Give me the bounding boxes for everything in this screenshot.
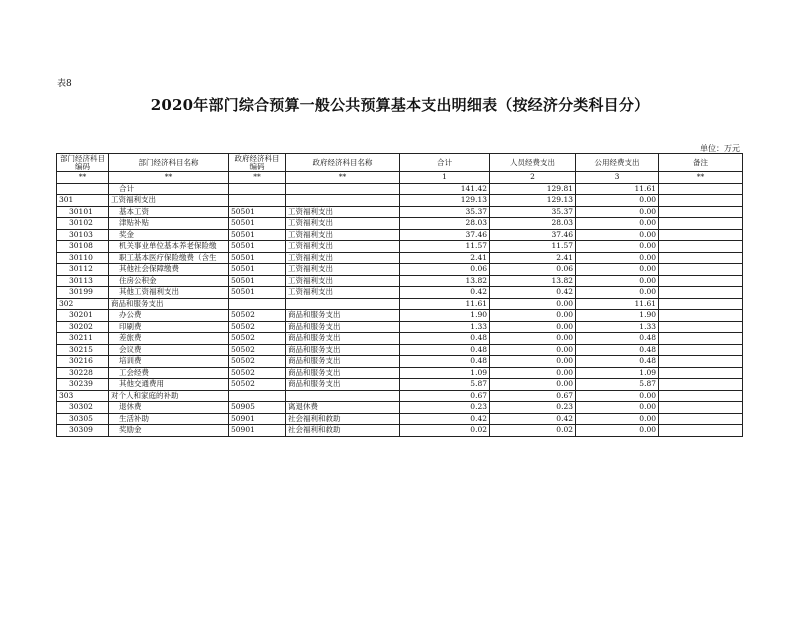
total-cell: 28.03 [400, 218, 490, 230]
total-cell: 0.48 [400, 356, 490, 368]
econ-code-cell: 30228 [57, 367, 109, 379]
index-cell: ** [659, 172, 743, 184]
personnel-cell: 13.82 [490, 275, 576, 287]
personnel-cell: 0.00 [490, 379, 576, 391]
personnel-cell: 0.00 [490, 321, 576, 333]
gov-name-cell: 商品和服务支出 [286, 333, 400, 345]
total-cell: 35.37 [400, 206, 490, 218]
econ-name-cell: 退休费 [109, 402, 229, 414]
public-cell: 0.00 [576, 390, 659, 402]
document-title: 2020年部门综合预算一般公共预算基本支出明细表（按经济分类科目分） [150, 96, 650, 114]
remark-cell [659, 402, 743, 414]
table-row [57, 195, 743, 207]
gov-name-cell: 工资福利支出 [286, 206, 400, 218]
table-row [57, 264, 743, 276]
econ-code-cell: 302 [57, 298, 109, 310]
gov-code-cell: 50905 [229, 402, 286, 414]
remark-cell [659, 183, 743, 195]
econ-name-cell: 差旅费 [109, 333, 229, 345]
remark-cell [659, 321, 743, 333]
gov-name-cell: 工资福利支出 [286, 275, 400, 287]
gov-name-cell: 社会福利和救助 [286, 413, 400, 425]
gov-name-cell: 工资福利支出 [286, 241, 400, 253]
total-cell: 1.33 [400, 321, 490, 333]
personnel-cell: 0.00 [490, 310, 576, 322]
econ-name-cell: 印刷费 [109, 321, 229, 333]
personnel-cell: 0.00 [490, 344, 576, 356]
gov-code-cell: 50502 [229, 333, 286, 345]
table-row [57, 252, 743, 264]
gov-name-cell: 商品和服务支出 [286, 367, 400, 379]
remark-cell [659, 379, 743, 391]
total-cell: 141.42 [400, 183, 490, 195]
econ-name-cell: 商品和服务支出 [109, 298, 229, 310]
public-cell: 0.00 [576, 195, 659, 207]
personnel-cell: 0.67 [490, 390, 576, 402]
gov-code-cell [229, 195, 286, 207]
gov-code-cell: 50501 [229, 275, 286, 287]
total-cell: 0.42 [400, 413, 490, 425]
public-cell: 0.00 [576, 287, 659, 299]
gov-name-cell [286, 195, 400, 207]
gov-code-cell: 50502 [229, 310, 286, 322]
personnel-cell: 0.06 [490, 264, 576, 276]
personnel-cell: 129.13 [490, 195, 576, 207]
personnel-cell: 0.00 [490, 298, 576, 310]
remark-cell [659, 413, 743, 425]
column-header: 合计 [400, 154, 490, 172]
remark-cell [659, 275, 743, 287]
personnel-cell: 28.03 [490, 218, 576, 230]
gov-name-cell: 社会福利和救助 [286, 425, 400, 437]
personnel-cell: 35.37 [490, 206, 576, 218]
table-row [57, 413, 743, 425]
econ-name-cell: 会议费 [109, 344, 229, 356]
remark-cell [659, 195, 743, 207]
table-body [57, 172, 743, 437]
gov-name-cell [286, 183, 400, 195]
econ-code-cell: 30108 [57, 241, 109, 253]
table-row [57, 402, 743, 414]
econ-code-cell: 30103 [57, 229, 109, 241]
gov-code-cell: 50901 [229, 425, 286, 437]
public-cell: 0.00 [576, 218, 659, 230]
remark-cell [659, 333, 743, 345]
total-cell: 129.13 [400, 195, 490, 207]
public-cell: 0.00 [576, 252, 659, 264]
public-cell: 1.09 [576, 367, 659, 379]
total-cell: 11.57 [400, 241, 490, 253]
remark-cell [659, 344, 743, 356]
public-cell: 0.00 [576, 229, 659, 241]
index-cell: 1 [400, 172, 490, 184]
gov-name-cell: 商品和服务支出 [286, 379, 400, 391]
remark-cell [659, 356, 743, 368]
remark-cell [659, 310, 743, 322]
gov-code-cell: 50501 [229, 218, 286, 230]
table-row [57, 310, 743, 322]
remark-cell [659, 264, 743, 276]
total-cell: 5.87 [400, 379, 490, 391]
gov-code-cell: 50502 [229, 367, 286, 379]
table-row [57, 287, 743, 299]
econ-name-cell: 其他工资福利支出 [109, 287, 229, 299]
total-cell: 0.48 [400, 333, 490, 345]
public-cell: 0.48 [576, 356, 659, 368]
public-cell: 1.33 [576, 321, 659, 333]
econ-name-cell: 津贴补贴 [109, 218, 229, 230]
econ-code-cell: 303 [57, 390, 109, 402]
gov-name-cell: 工资福利支出 [286, 218, 400, 230]
total-cell: 13.82 [400, 275, 490, 287]
public-cell: 11.61 [576, 183, 659, 195]
econ-code-cell: 30305 [57, 413, 109, 425]
gov-code-cell: 50501 [229, 229, 286, 241]
public-cell: 5.87 [576, 379, 659, 391]
gov-code-cell: 50502 [229, 344, 286, 356]
gov-code-cell: 50501 [229, 252, 286, 264]
index-cell: 2 [490, 172, 576, 184]
table-row [57, 218, 743, 230]
gov-name-cell: 商品和服务支出 [286, 344, 400, 356]
public-cell: 0.48 [576, 344, 659, 356]
econ-code-cell: 30201 [57, 310, 109, 322]
public-cell: 0.00 [576, 264, 659, 276]
public-cell: 0.00 [576, 206, 659, 218]
table-row [57, 206, 743, 218]
econ-name-cell: 机关事业单位基本养老保险缴 [109, 241, 229, 253]
remark-cell [659, 390, 743, 402]
econ-code-cell: 30211 [57, 333, 109, 345]
public-cell: 0.00 [576, 402, 659, 414]
gov-name-cell: 工资福利支出 [286, 229, 400, 241]
public-cell: 11.61 [576, 298, 659, 310]
total-cell: 37.46 [400, 229, 490, 241]
econ-code-cell: 30102 [57, 218, 109, 230]
gov-name-cell: 工资福利支出 [286, 264, 400, 276]
econ-code-cell: 301 [57, 195, 109, 207]
gov-code-cell [229, 183, 286, 195]
total-cell: 11.61 [400, 298, 490, 310]
total-cell: 0.23 [400, 402, 490, 414]
public-cell: 0.00 [576, 275, 659, 287]
table-row [57, 229, 743, 241]
column-header: 备注 [659, 154, 743, 172]
total-cell: 0.02 [400, 425, 490, 437]
econ-name-cell: 住房公积金 [109, 275, 229, 287]
public-cell: 0.00 [576, 413, 659, 425]
remark-cell [659, 229, 743, 241]
gov-name-cell: 离退休费 [286, 402, 400, 414]
public-cell: 0.00 [576, 241, 659, 253]
total-cell: 0.42 [400, 287, 490, 299]
econ-code-cell: 30216 [57, 356, 109, 368]
table-row [57, 321, 743, 333]
econ-code-cell: 30110 [57, 252, 109, 264]
gov-code-cell [229, 298, 286, 310]
econ-name-cell: 奖励金 [109, 425, 229, 437]
econ-code-cell: 30215 [57, 344, 109, 356]
econ-code-cell: 30101 [57, 206, 109, 218]
total-cell: 1.90 [400, 310, 490, 322]
econ-name-cell: 基本工资 [109, 206, 229, 218]
econ-code-cell: 30202 [57, 321, 109, 333]
expenditure-table [56, 153, 743, 437]
econ-code-cell: 30309 [57, 425, 109, 437]
econ-code-cell: 30113 [57, 275, 109, 287]
gov-name-cell: 工资福利支出 [286, 287, 400, 299]
econ-code-cell: 30302 [57, 402, 109, 414]
column-header: 人员经费支出 [490, 154, 576, 172]
personnel-cell: 0.00 [490, 333, 576, 345]
personnel-cell: 0.42 [490, 413, 576, 425]
gov-code-cell [229, 390, 286, 402]
remark-cell [659, 367, 743, 379]
index-row [57, 172, 743, 184]
table-row [57, 183, 743, 195]
table-row [57, 241, 743, 253]
econ-code-cell: 30199 [57, 287, 109, 299]
column-header: 部门经济科目编码 [57, 154, 109, 172]
remark-cell [659, 287, 743, 299]
gov-name-cell [286, 390, 400, 402]
gov-name-cell: 工资福利支出 [286, 252, 400, 264]
table-number-label: 表8 [57, 79, 72, 89]
econ-name-cell: 对个人和家庭的补助 [109, 390, 229, 402]
index-cell: ** [57, 172, 109, 184]
econ-name-cell: 奖金 [109, 229, 229, 241]
remark-cell [659, 252, 743, 264]
column-header: 公用经费支出 [576, 154, 659, 172]
econ-name-cell: 合计 [109, 183, 229, 195]
personnel-cell: 0.23 [490, 402, 576, 414]
personnel-cell: 0.02 [490, 425, 576, 437]
personnel-cell: 37.46 [490, 229, 576, 241]
table-row [57, 298, 743, 310]
remark-cell [659, 298, 743, 310]
personnel-cell: 2.41 [490, 252, 576, 264]
econ-name-cell: 生活补助 [109, 413, 229, 425]
table-row [57, 344, 743, 356]
econ-code-cell: 30112 [57, 264, 109, 276]
remark-cell [659, 425, 743, 437]
column-header: 政府经济科目编码 [229, 154, 286, 172]
personnel-cell: 11.57 [490, 241, 576, 253]
gov-name-cell: 商品和服务支出 [286, 310, 400, 322]
gov-code-cell: 50501 [229, 241, 286, 253]
econ-name-cell: 职工基本医疗保险缴费（含生 [109, 252, 229, 264]
table-row [57, 275, 743, 287]
public-cell: 1.90 [576, 310, 659, 322]
gov-name-cell: 商品和服务支出 [286, 321, 400, 333]
table-row [57, 333, 743, 345]
table-row [57, 379, 743, 391]
personnel-cell: 0.00 [490, 356, 576, 368]
gov-code-cell: 50502 [229, 356, 286, 368]
total-cell: 2.41 [400, 252, 490, 264]
econ-name-cell: 办公费 [109, 310, 229, 322]
gov-code-cell: 50501 [229, 287, 286, 299]
header-row [57, 154, 743, 172]
column-header: 部门经济科目名称 [109, 154, 229, 172]
remark-cell [659, 206, 743, 218]
index-cell: ** [109, 172, 229, 184]
index-cell: ** [286, 172, 400, 184]
gov-code-cell: 50502 [229, 321, 286, 333]
remark-cell [659, 241, 743, 253]
remark-cell [659, 218, 743, 230]
total-cell: 0.06 [400, 264, 490, 276]
econ-name-cell: 其他社会保障缴费 [109, 264, 229, 276]
table-row [57, 356, 743, 368]
table-row [57, 367, 743, 379]
column-header: 政府经济科目名称 [286, 154, 400, 172]
personnel-cell: 129.81 [490, 183, 576, 195]
econ-code-cell [57, 183, 109, 195]
personnel-cell: 0.00 [490, 367, 576, 379]
index-cell: 3 [576, 172, 659, 184]
gov-code-cell: 50501 [229, 264, 286, 276]
total-cell: 0.48 [400, 344, 490, 356]
econ-name-cell: 其他交通费用 [109, 379, 229, 391]
gov-code-cell: 50901 [229, 413, 286, 425]
econ-name-cell: 工资福利支出 [109, 195, 229, 207]
index-cell: ** [229, 172, 286, 184]
econ-code-cell: 30239 [57, 379, 109, 391]
gov-code-cell: 50502 [229, 379, 286, 391]
unit-label: 单位：万元 [700, 144, 740, 153]
personnel-cell: 0.42 [490, 287, 576, 299]
econ-name-cell: 培训费 [109, 356, 229, 368]
gov-name-cell: 商品和服务支出 [286, 356, 400, 368]
public-cell: 0.48 [576, 333, 659, 345]
table-row [57, 425, 743, 437]
total-cell: 1.09 [400, 367, 490, 379]
table-row [57, 390, 743, 402]
total-cell: 0.67 [400, 390, 490, 402]
econ-name-cell: 工会经费 [109, 367, 229, 379]
gov-name-cell [286, 298, 400, 310]
public-cell: 0.00 [576, 425, 659, 437]
gov-code-cell: 50501 [229, 206, 286, 218]
